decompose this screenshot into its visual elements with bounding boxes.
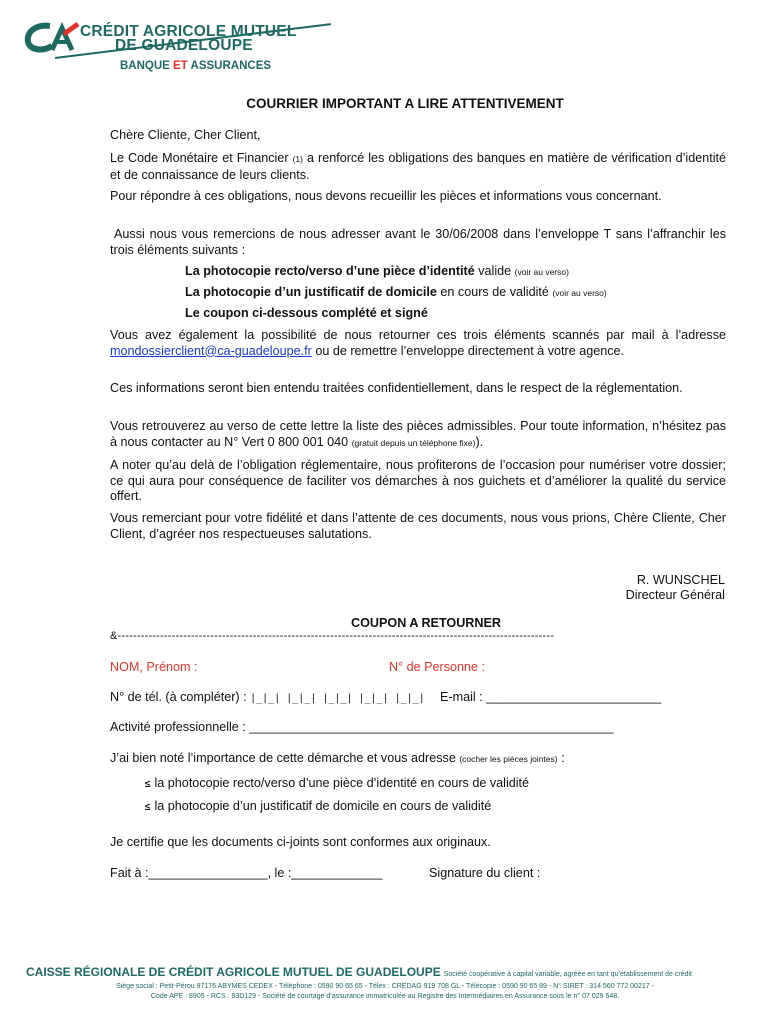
signer-title: Directeur Général bbox=[625, 588, 725, 602]
brand-tagline: BANQUE ET ASSURANCES bbox=[120, 60, 272, 72]
coupon-title: COUPON A RETOURNER bbox=[351, 616, 501, 630]
paragraph-contact: Vous retrouverez au verso de cette lettre la liste des pièces admissibles. Pour toute information, n’hésitez pas à nous contacter au N° Vert 0 800 001 040 (gratuit depuis un téléphone fixe)). bbox=[110, 419, 726, 449]
cut-line: &----------------------------------------------------------------------------------------------------------------- bbox=[110, 630, 555, 642]
phone-digit-boxes[interactable]: |_|_| |_|_| |_|_| |_|_| |_|_| bbox=[250, 693, 425, 704]
paragraph-closing: Vous remerciant pour votre fidélité et dans l’attente de ces documents, nous vous prions, Chère Cliente, Cher Client, d’agréer nos respectueuses salutations. bbox=[110, 511, 726, 541]
email-field[interactable]: E-mail : _________________________ bbox=[440, 690, 662, 704]
footer-address-line: Siège social : Petit-Pérou 97176 ABYMES CEDEX - Téléphone : 0590 90 65 65 - Télex : CREDAG 919 708 GL - Télécopie : 0590 90 65 89 - N° SIRET : 314 560 772 00217 - bbox=[116, 983, 654, 990]
person-number-label: N° de Personne : bbox=[389, 660, 486, 674]
acknowledge-text: J’ai bien noté l’importance de cette démarche et vous adresse (cocher les pièces jointes) : bbox=[110, 751, 565, 765]
footer-company-line: CAISSE RÉGIONALE DE CRÉDIT AGRICOLE MUTUEL DE GUADELOUPE Société coopérative à capital variable, agréée en tant qu’établissement de crédit bbox=[26, 965, 692, 979]
checkbox-domicile[interactable]: ≤ la photocopie d’un justificatif de domicile en cours de validité bbox=[145, 799, 492, 813]
paragraph-deadline: Aussi nous vous remercions de nous adresser avant le 30/06/2008 dans l’enveloppe T sans l’affranchir les trois éléments suivants : bbox=[110, 227, 726, 257]
place-date-field[interactable]: Fait à :_________________, le :_____________ bbox=[110, 866, 383, 880]
paragraph-code-monetaire: Le Code Monétaire et Financier (1) a renforcé les obligations des banques en matière de vérification d’identité et de connaissance de leurs clients. bbox=[110, 151, 727, 182]
credit-agricole-logo-icon bbox=[22, 20, 82, 56]
paragraph-confidential: Ces informations seront bien entendu traitées confidentiellement, dans le respect de la réglementation. bbox=[110, 381, 683, 395]
job-field[interactable]: Activité professionnelle : ____________________________________________________ bbox=[110, 720, 614, 734]
paragraph-obligations: Pour répondre à ces obligations, nous devons recueillir les pièces et informations vous concernant. bbox=[110, 189, 662, 203]
letter-title: COURRIER IMPORTANT A LIRE ATTENTIVEMENT bbox=[246, 96, 564, 111]
list-item-coupon: Le coupon ci-dessous complété et signé bbox=[185, 306, 428, 320]
salutation: Chère Cliente, Cher Client, bbox=[110, 128, 261, 142]
signer-name: R. WUNSCHEL bbox=[636, 573, 725, 587]
brand-name-line1: CRÉDIT AGRICOLE MUTUEL bbox=[80, 23, 297, 40]
certify-text: Je certifie que les documents ci-joints sont conformes aux originaux. bbox=[110, 835, 491, 849]
signature-label: Signature du client : bbox=[429, 866, 541, 880]
checkbox-mark-icon[interactable]: ≤ bbox=[145, 802, 151, 813]
brand-name-line2: DE GUADELOUPE bbox=[115, 37, 253, 54]
checkbox-mark-icon[interactable]: ≤ bbox=[145, 779, 151, 790]
footer-registry-line: Code APE : 8905 - RCS : 93D129 - Société de courtage d’assurance immatriculée au Registre des Intermédiaires en Assurance sous le n° 07 029 548. bbox=[150, 993, 620, 1000]
list-item-identity: La photocopie recto/verso d’une pièce d’identité valide (voir au verso) bbox=[185, 264, 569, 278]
phone-field[interactable]: N° de tél. (à compléter) : |_|_| |_|_| |_|_| |_|_| |_|_| bbox=[110, 690, 425, 704]
paragraph-scan-email: Vous avez également la possibilité de nous retourner ces trois éléments scannés par mail à l’adresse mondossierclient@ca-guadeloupe.fr ou de remettre l’enveloppe directement à votre agence. bbox=[110, 328, 726, 358]
name-field-label: NOM, Prénom : bbox=[110, 660, 198, 674]
email-link[interactable]: mondossierclient@ca-guadeloupe.fr bbox=[110, 343, 312, 358]
checkbox-identity[interactable]: ≤ la photocopie recto/verso d’une pièce d’identité en cours de validité bbox=[145, 776, 530, 790]
list-item-domicile: La photocopie d’un justificatif de domicile en cours de validité (voir au verso) bbox=[185, 285, 607, 299]
paragraph-digitize: A noter qu’au delà de l’obligation réglementaire, nous profiterons de l’occasion pour numériser votre dossier; ce qui aura pour conséquence de faciliter vos démarches à nos guichets et d’améliorer la qualité du service offert. bbox=[110, 458, 726, 503]
